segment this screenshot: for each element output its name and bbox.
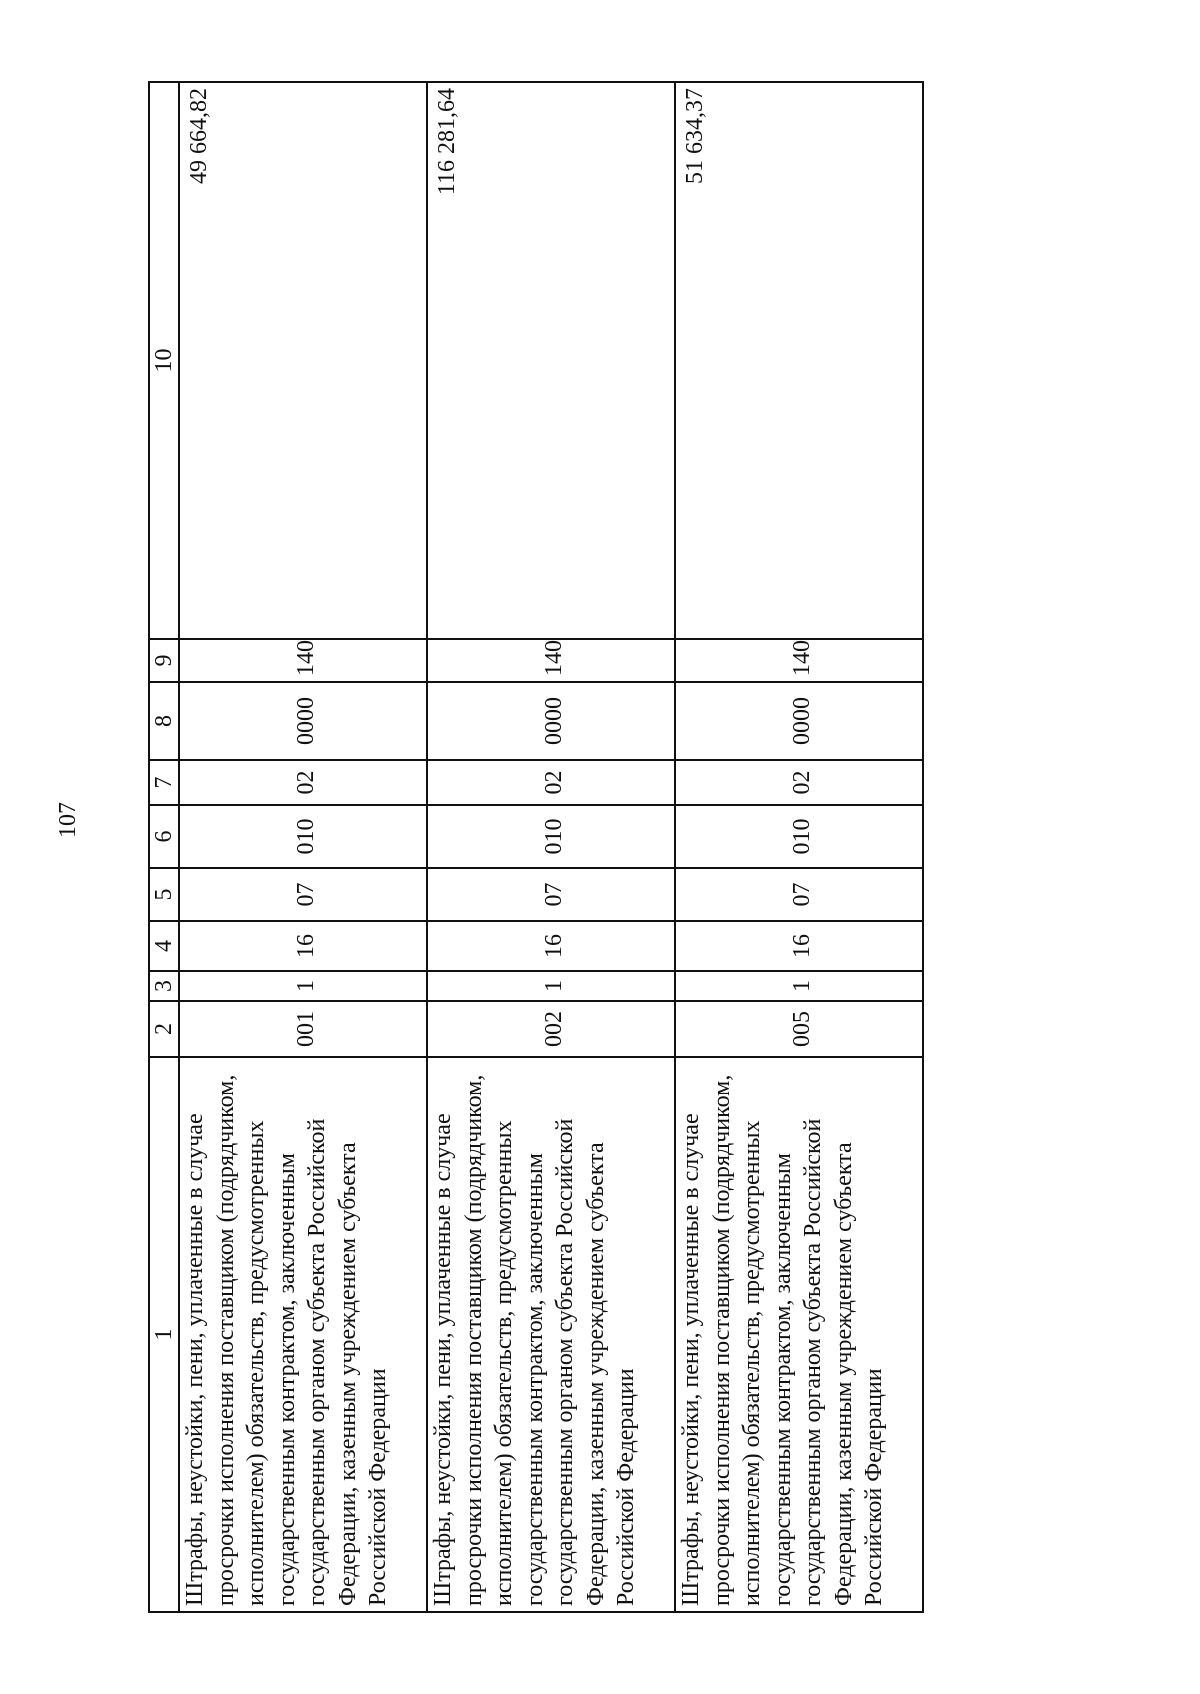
code-col-2-cell — [675, 1001, 923, 1057]
code-col-9: 140 — [293, 640, 319, 676]
code-col-7: 02 — [789, 770, 815, 795]
amount-value: 116 281,64 — [434, 88, 460, 196]
header-col-1: 1 — [149, 1057, 179, 1612]
code-col-4-cell — [427, 921, 675, 971]
code-col-6-cell — [179, 805, 427, 868]
code-col-6: 010 — [789, 818, 815, 855]
header-col-3: 3 — [149, 971, 179, 1001]
code-col-8: 0000 — [293, 697, 319, 745]
code-col-5-cell — [179, 868, 427, 921]
table-row — [427, 82, 675, 1612]
code-col-4-cell — [675, 921, 923, 971]
code-col-5-cell — [675, 868, 923, 921]
code-col-7: 02 — [293, 770, 319, 795]
code-col-8-cell — [179, 682, 427, 760]
code-col-2: 005 — [789, 1011, 815, 1047]
code-col-6-cell — [675, 805, 923, 868]
code-col-5-cell — [427, 868, 675, 921]
code-col-3: 1 — [541, 980, 567, 992]
row-name-cell: Штрафы, неустойки, пени, уплаченные в случае просрочки исполнения поставщиком (подрядчиком, исполнителем) обязательств, предусмотренных государственным контрактом, заключенным государственным органом субъекта Российской Федерации, казенным учреждением субъекта Российской Федерации — [427, 1057, 675, 1612]
header-col-8: 8 — [149, 682, 179, 760]
code-col-9-cell — [179, 639, 427, 682]
amount-value: 49 664,82 — [186, 88, 212, 184]
code-col-2: 001 — [293, 1011, 319, 1047]
code-col-2-cell — [427, 1001, 675, 1057]
code-col-8-cell — [675, 682, 923, 760]
code-col-3: 1 — [789, 980, 815, 992]
amount-cell — [675, 82, 923, 639]
code-col-3: 1 — [293, 980, 319, 992]
table-container — [148, 83, 924, 1613]
code-col-4-cell — [179, 921, 427, 971]
code-col-4: 16 — [293, 934, 319, 958]
table-row — [179, 82, 427, 1612]
header-col-9: 9 — [149, 639, 179, 682]
table-row — [675, 82, 923, 1612]
code-col-9-cell — [675, 639, 923, 682]
amount-value: 51 634,37 — [682, 88, 708, 184]
code-col-8: 0000 — [541, 697, 567, 745]
code-col-4: 16 — [789, 934, 815, 958]
header-col-7: 7 — [149, 760, 179, 805]
code-col-4: 16 — [541, 934, 567, 958]
code-col-3-cell — [179, 971, 427, 1001]
code-col-9: 140 — [541, 640, 567, 676]
code-col-2: 002 — [541, 1011, 567, 1047]
code-col-3-cell — [675, 971, 923, 1001]
header-col-10: 10 — [149, 82, 179, 639]
header-row — [149, 82, 179, 1612]
header-col-4: 4 — [149, 921, 179, 971]
amount-cell — [179, 82, 427, 639]
header-col-6: 6 — [149, 805, 179, 868]
code-col-7: 02 — [541, 770, 567, 795]
row-name-cell: Штрафы, неустойки, пени, уплаченные в случае просрочки исполнения поставщиком (подрядчиком, исполнителем) обязательств, предусмотренных государственным контрактом, заключенным государственным органом субъекта Российской Федерации, казенным учреждением субъекта Российской Федерации — [675, 1057, 923, 1612]
code-col-5: 07 — [541, 882, 567, 907]
code-col-5: 07 — [789, 882, 815, 907]
code-col-3-cell — [427, 971, 675, 1001]
header-col-5: 5 — [149, 868, 179, 921]
budget-table — [148, 81, 924, 1613]
page-number: 107 — [55, 802, 81, 838]
amount-cell — [427, 82, 675, 639]
code-col-8-cell — [427, 682, 675, 760]
code-col-6: 010 — [541, 818, 567, 855]
code-col-5: 07 — [293, 882, 319, 907]
code-col-7-cell — [179, 760, 427, 805]
row-name-cell: Штрафы, неустойки, пени, уплаченные в случае просрочки исполнения поставщиком (подрядчиком, исполнителем) обязательств, предусмотренных государственным контрактом, заключенным государственным органом субъекта Российской Федерации, казенным учреждением субъекта Российской Федерации — [179, 1057, 427, 1612]
code-col-7-cell — [675, 760, 923, 805]
code-col-9: 140 — [789, 640, 815, 676]
header-col-2: 2 — [149, 1001, 179, 1057]
code-col-7-cell — [427, 760, 675, 805]
code-col-6-cell — [427, 805, 675, 868]
code-col-2-cell — [179, 1001, 427, 1057]
code-col-8: 0000 — [789, 697, 815, 745]
code-col-6: 010 — [293, 818, 319, 855]
code-col-9-cell — [427, 639, 675, 682]
